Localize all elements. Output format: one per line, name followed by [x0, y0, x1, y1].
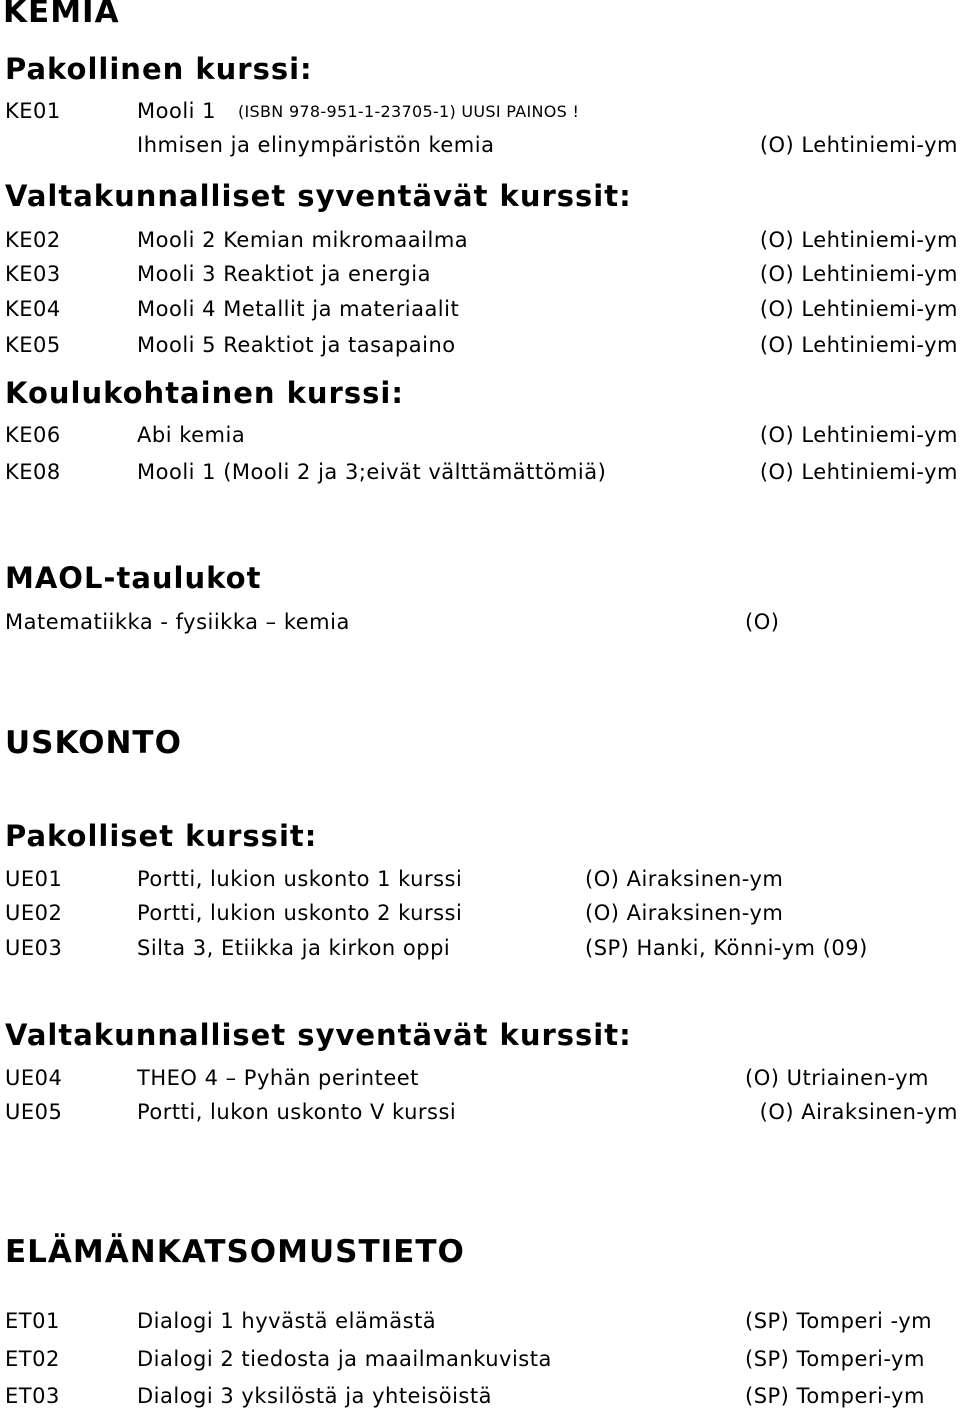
- subheading-syventavat: Valtakunnalliset syventävät kurssit:: [5, 179, 632, 213]
- section-title-uskonto: USKONTO: [5, 725, 182, 761]
- course-publisher: (O): [745, 610, 780, 634]
- course-publisher: (O) Lehtiniemi-ym: [759, 297, 958, 321]
- subheading-syventavat: Valtakunnalliset syventävät kurssit:: [5, 1018, 632, 1052]
- course-code: UE02: [5, 901, 63, 925]
- section-title-maol: MAOL-taulukot: [5, 561, 262, 595]
- course-code: KE02: [5, 228, 61, 252]
- course-title: Dialogi 3 yksilöstä ja yhteisöistä: [137, 1384, 492, 1408]
- course-code: KE05: [5, 333, 61, 357]
- subheading-koulukohtainen: Koulukohtainen kurssi:: [5, 376, 404, 410]
- course-title: Mooli 2 Kemian mikromaailma: [137, 228, 469, 252]
- course-publisher: (O) Lehtiniemi-ym: [759, 133, 958, 157]
- course-publisher: (O) Airaksinen-ym: [585, 867, 784, 891]
- course-title: Portti, lukion uskonto 2 kurssi: [137, 901, 463, 925]
- course-code: UE01: [5, 867, 63, 891]
- course-title: Mooli 5 Reaktiot ja tasapaino: [137, 333, 456, 357]
- course-publisher: (O) Lehtiniemi-ym: [759, 460, 958, 484]
- course-title: Portti, lukion uskonto 1 kurssi: [137, 867, 463, 891]
- course-title: Dialogi 2 tiedosta ja maailmankuvista: [137, 1347, 552, 1371]
- course-code: KE03: [5, 262, 61, 286]
- course-publisher: (O) Airaksinen-ym: [759, 1100, 958, 1124]
- course-code: UE05: [5, 1100, 63, 1124]
- course-code: ET01: [5, 1309, 60, 1333]
- course-title: THEO 4 – Pyhän perinteet: [137, 1066, 419, 1090]
- course-title: Mooli 1: [137, 99, 217, 123]
- course-title: Dialogi 1 hyvästä elämästä: [137, 1309, 437, 1333]
- course-title: Mooli 1 (Mooli 2 ja 3;eivät välttämättömiä): [137, 460, 607, 484]
- course-title: Mooli 4 Metallit ja materiaalit: [137, 297, 460, 321]
- section-title-elamankatsomustieto: ELÄMÄNKATSOMUSTIETO: [5, 1234, 465, 1270]
- course-code: KE06: [5, 423, 61, 447]
- course-code: ET02: [5, 1347, 60, 1371]
- course-code: KE04: [5, 297, 61, 321]
- section-title-kemia: KEMIA: [3, 0, 120, 30]
- course-subtitle: Ihmisen ja elinympäristön kemia: [137, 133, 495, 157]
- course-publisher: (SP) Tomperi-ym: [745, 1347, 925, 1371]
- course-publisher: (O) Lehtiniemi-ym: [759, 262, 958, 286]
- course-code: UE03: [5, 936, 63, 960]
- course-publisher: (SP) Hanki, Könni-ym (09): [585, 936, 868, 960]
- course-code: KE08: [5, 460, 61, 484]
- course-title: Abi kemia: [137, 423, 246, 447]
- course-title: Silta 3, Etiikka ja kirkon oppi: [137, 936, 451, 960]
- course-publisher: (O) Airaksinen-ym: [585, 901, 784, 925]
- course-publisher: (O) Lehtiniemi-ym: [759, 423, 958, 447]
- course-publisher: (O) Lehtiniemi-ym: [759, 333, 958, 357]
- subheading-pakolliset: Pakolliset kurssit:: [5, 819, 318, 853]
- course-code: KE01: [5, 99, 61, 123]
- subheading-pakollinen: Pakollinen kurssi:: [5, 52, 313, 86]
- course-publisher: (O) Utriainen-ym: [745, 1066, 929, 1090]
- course-code: ET03: [5, 1384, 60, 1408]
- course-title: Portti, lukon uskonto V kurssi: [137, 1100, 457, 1124]
- course-title: Mooli 3 Reaktiot ja energia: [137, 262, 431, 286]
- isbn-note: (ISBN 978-951-1-23705-1) UUSI PAINOS !: [238, 102, 580, 121]
- course-publisher: (SP) Tomperi -ym: [745, 1309, 933, 1333]
- course-publisher: (O) Lehtiniemi-ym: [759, 228, 958, 252]
- course-code: UE04: [5, 1066, 63, 1090]
- course-title: Matematiikka - fysiikka – kemia: [5, 610, 350, 634]
- course-publisher: (SP) Tomperi-ym: [745, 1384, 925, 1408]
